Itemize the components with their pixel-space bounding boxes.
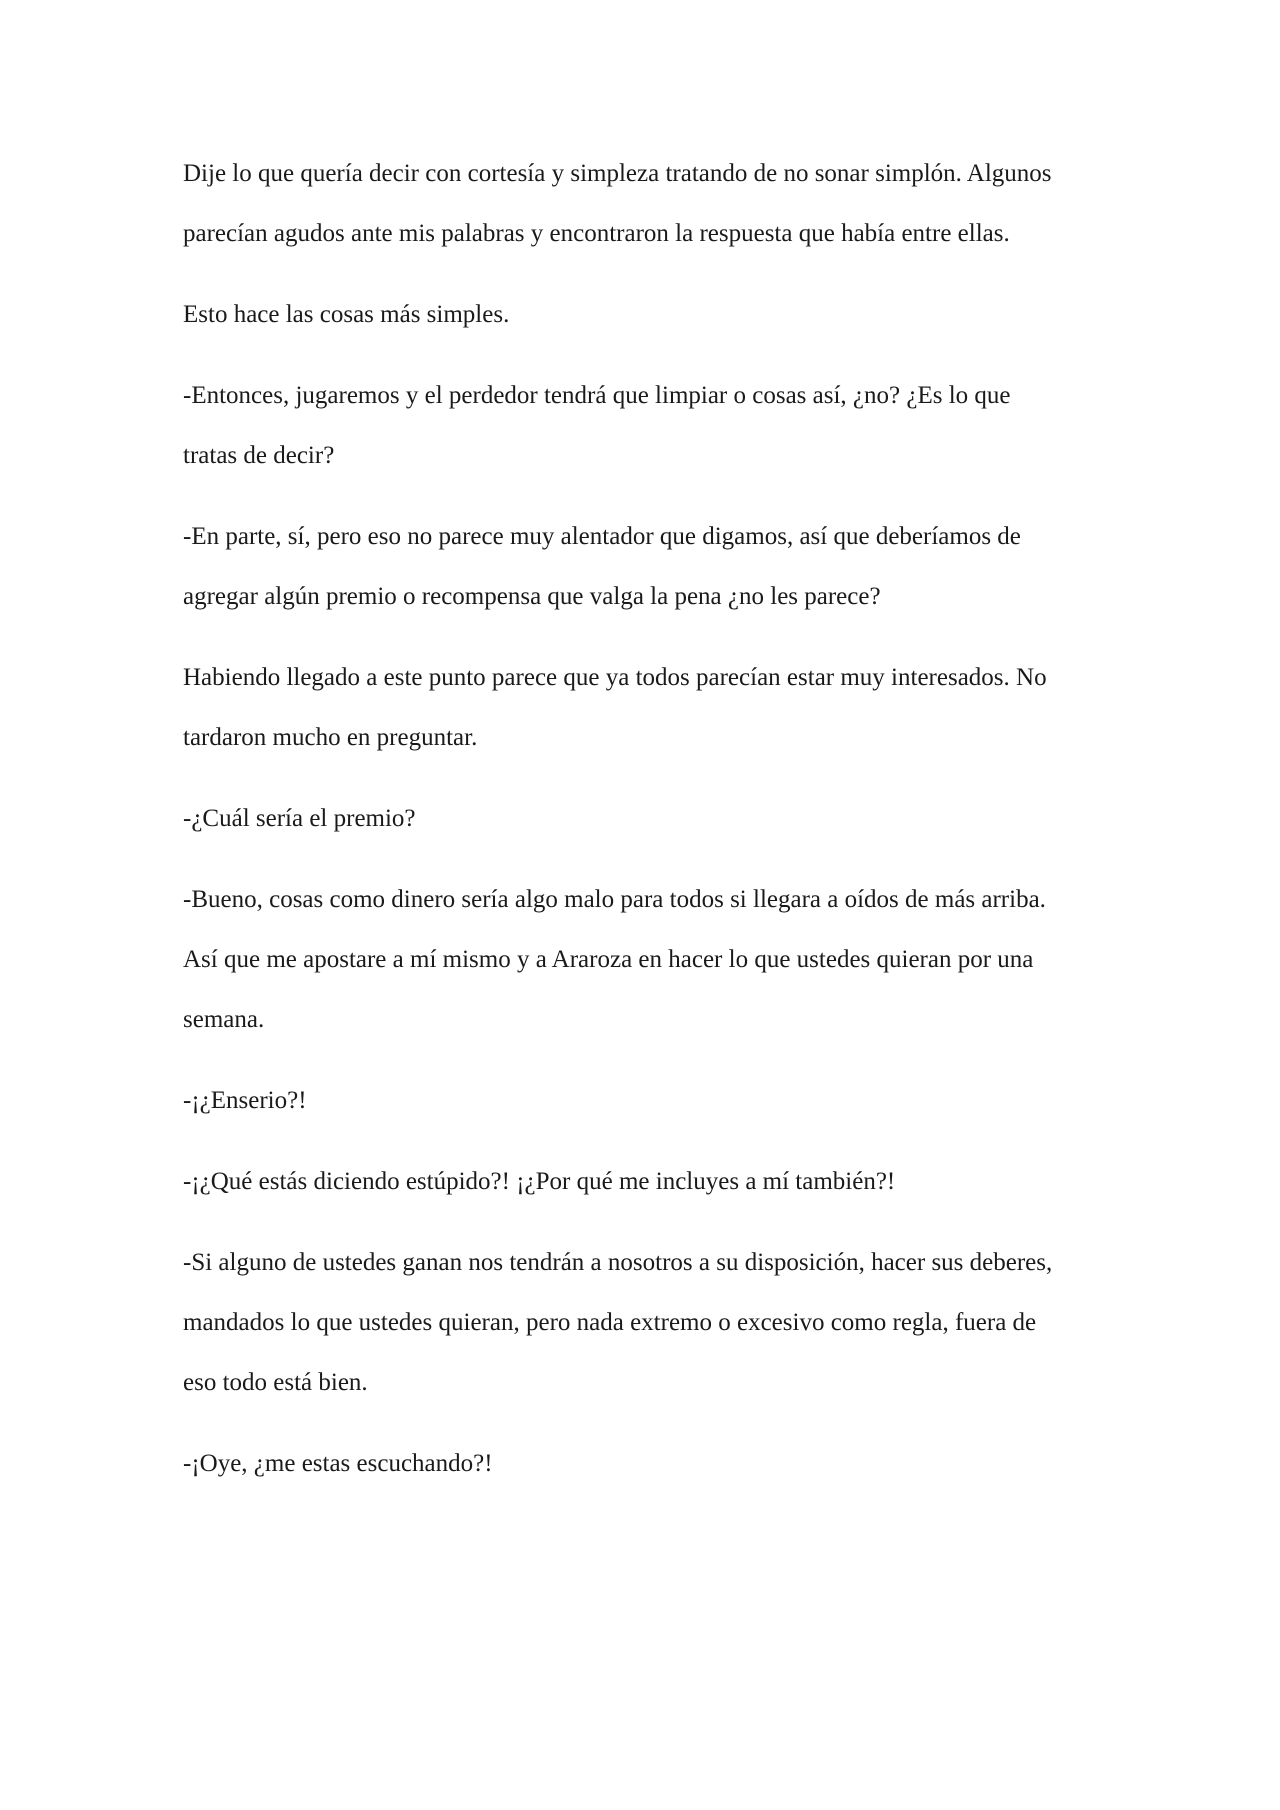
text-line: parecían agudos ante mis palabras y encontraron la respuesta que había entre ellas.	[183, 220, 1010, 247]
dialogue-paragraph	[183, 507, 1093, 627]
text-line: tardaron mucho en preguntar.	[183, 724, 478, 751]
text-line: -¡¿Qué estás diciendo estúpido?! ¡¿Por qué me incluyes a mí también?!	[183, 1168, 896, 1195]
paragraph	[183, 285, 1093, 345]
text-line: eso todo está bien.	[183, 1369, 368, 1396]
text-line: -¡Oye, ¿me estas escuchando?!	[183, 1450, 493, 1477]
dialogue-paragraph	[183, 1233, 1093, 1413]
text-line: semana.	[183, 1006, 265, 1033]
dialogue-paragraph	[183, 1071, 1093, 1131]
paragraph	[183, 648, 1093, 768]
text-line: -En parte, sí, pero eso no parece muy alentador que digamos, así que deberíamos de	[183, 523, 1021, 550]
dialogue-paragraph	[183, 1152, 1093, 1212]
dialogue-paragraph	[183, 789, 1093, 849]
paragraph	[183, 144, 1093, 264]
text-line: -Entonces, jugaremos y el perdedor tendrá que limpiar o cosas así, ¿no? ¿Es lo que	[183, 382, 1011, 409]
text-line: -¿Cuál sería el premio?	[183, 805, 416, 832]
text-line: Esto hace las cosas más simples.	[183, 301, 510, 328]
text-line: -Si alguno de ustedes ganan nos tendrán a nosotros a su disposición, hacer sus deberes,	[183, 1249, 1053, 1276]
dialogue-paragraph	[183, 366, 1093, 486]
text-line: Así que me apostare a mí mismo y a Araroza en hacer lo que ustedes quieran por una	[183, 946, 1034, 973]
text-line: tratas de decir?	[183, 442, 335, 469]
text-line: Dije lo que quería decir con cortesía y simpleza tratando de no sonar simplón. Algunos	[183, 160, 1052, 187]
text-line: -Bueno, cosas como dinero sería algo malo para todos si llegara a oídos de más arriba.	[183, 886, 1046, 913]
document-body	[183, 144, 1093, 1515]
text-line: Habiendo llegado a este punto parece que ya todos parecían estar muy interesados. No	[183, 664, 1047, 691]
dialogue-paragraph	[183, 1434, 1093, 1494]
text-line: -¡¿Enserio?!	[183, 1087, 307, 1114]
dialogue-paragraph	[183, 870, 1093, 1050]
text-line: mandados lo que ustedes quieran, pero nada extremo o excesivo como regla, fuera de	[183, 1309, 1037, 1336]
text-line: agregar algún premio o recompensa que valga la pena ¿no les parece?	[183, 583, 881, 610]
